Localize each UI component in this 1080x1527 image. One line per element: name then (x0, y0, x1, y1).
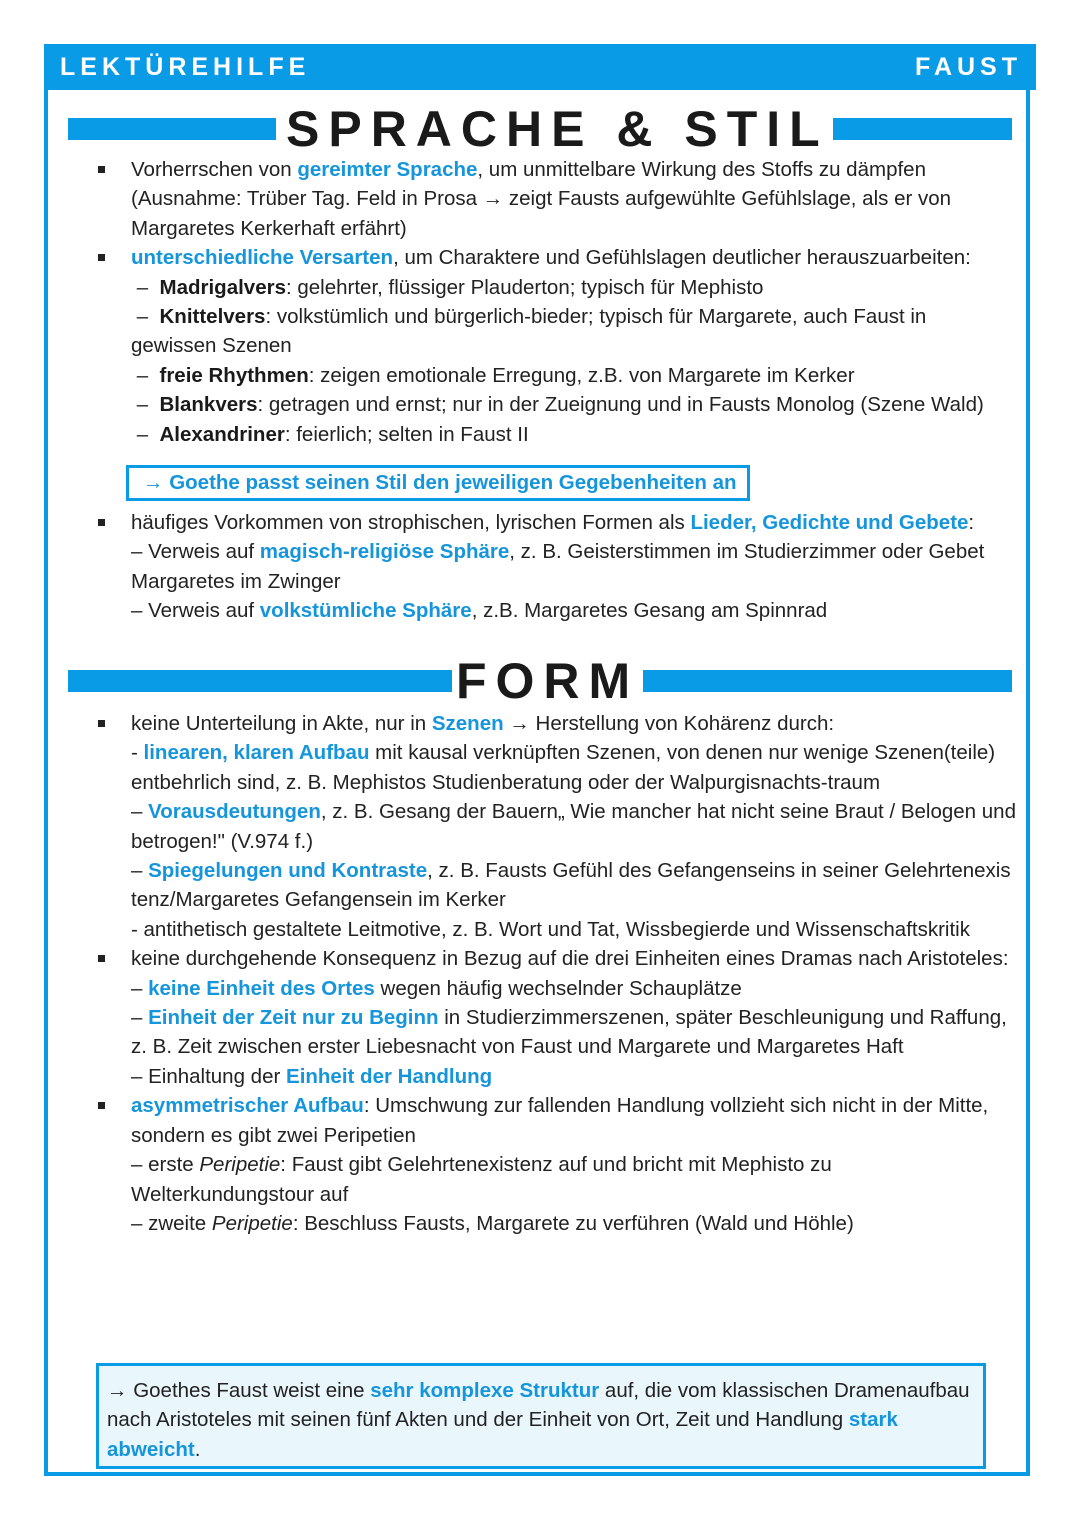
sub-item (92, 537, 1017, 596)
text: - (131, 741, 144, 765)
term: Madrigalvers (159, 275, 286, 299)
sub-item (92, 738, 1017, 797)
header-bar (44, 44, 1036, 90)
sub-item (92, 1062, 1017, 1091)
text: in Studierzimmerszenen, später Beschleunigung und Raffung, z. B. Zeit zwischen erster Liebesnacht von Faust und Margarete und Margaretes Haft (131, 1006, 1007, 1059)
italic-term: Peripetie (199, 1153, 281, 1177)
header-right-label: FAUST (915, 53, 1022, 81)
text: : Beschluss Fausts, Margarete zu verführen (Wald und Höhle) (292, 1211, 854, 1235)
highlight: Spiegelungen und Kontraste (148, 859, 428, 883)
section1-content-lyrik (92, 508, 1017, 626)
highlight: Einheit der Zeit nur zu Beginn (148, 1006, 439, 1030)
bullet-item (92, 944, 1017, 973)
text: , z.B. Margaretes Gesang am Spinnrad (471, 599, 828, 623)
highlight: Vorausdeutungen (148, 800, 321, 824)
section-heading-form (68, 652, 1012, 716)
text: – (131, 800, 149, 824)
bullet-item (92, 243, 1017, 272)
sub-item: – Alexandriner: feierlich; selten in Faust II (131, 422, 529, 446)
sub-item: – Blankvers: getragen und ernst; nur in der Zueignung und in Fausts Monolog (Szene Wald) (131, 393, 984, 417)
bullet-item (92, 1091, 1017, 1150)
section1-content (92, 155, 1017, 449)
sub-item (92, 797, 1017, 856)
heading-bar-left (68, 670, 453, 692)
sub-item (92, 596, 1017, 625)
heading-bar-left (68, 118, 276, 140)
highlight: linearen, klaren Aufbau (143, 741, 370, 765)
sub-item (92, 856, 1017, 915)
bullet-item (92, 508, 1017, 537)
text: – (131, 976, 149, 1000)
text: , z. B. Gesang der Bauern„ Wie mancher hat nicht seine Braut / Belogen und betrogen!" (V.974 f.) (131, 800, 1016, 853)
text: auf, die vom klassischen Dramenaufbau nach Aristoteles mit seinen fünf Akten und der Einheit von Ort, Zeit und Handlung (107, 1379, 970, 1432)
text: keine Unterteilung in Akte, nur in (131, 712, 432, 735)
term: Knittelvers (159, 305, 266, 329)
summary-box-form (96, 1363, 986, 1469)
text: : Umschwung zur fallenden Handlung vollzieht sich nicht in der Mitte, sondern es gibt zwei Peripetien (131, 1094, 989, 1147)
text: – erste (131, 1153, 200, 1177)
text: , um unmittelbare Wirkung des Stoffs zu dämpfen (Ausnahme: Trüber Tag. Feld in Prosa → zeigt Fausts aufgewühlte Gefühlslage, als er von Margaretes Kerkerhaft erfährt) (131, 158, 952, 240)
text: – (131, 1006, 149, 1030)
text: . (194, 1437, 201, 1461)
heading-bar-right (638, 670, 1012, 692)
text: : zeigen emotionale Erregung, z.B. von Margarete im Kerker (308, 363, 855, 387)
italic-term: Peripetie (211, 1211, 293, 1235)
section-title: SPRACHE & STIL (282, 100, 833, 158)
text: keine durchgehende Konsequenz in Bezug auf die drei Einheiten eines Dramas nach Aristoteles: (131, 947, 1009, 971)
highlight: asymmetrischer Aufbau (131, 1094, 364, 1118)
sub-item: – Madrigalvers: gelehrter, flüssiger Plauderton; typisch für Mephisto (131, 275, 764, 299)
text: : gelehrter, flüssiger Plauderton; typisch für Mephisto (285, 275, 764, 299)
section2-content (92, 709, 1017, 1238)
highlight: stark abweicht (107, 1408, 898, 1461)
highlight: gereimter Sprache (297, 158, 478, 181)
term: freie Rhythmen (159, 363, 309, 387)
highlight: Szenen (431, 712, 504, 735)
term: Alexandriner (159, 422, 285, 446)
heading-bar-right (804, 118, 1012, 140)
term: Blankvers (159, 393, 258, 417)
text: : feierlich; selten in Faust II (284, 422, 529, 446)
highlight: magisch-religiöse Sphäre (259, 540, 510, 564)
sub-item: - antithetisch gestaltete Leitmotive, z. B. Wort und Tat, Wissbegierde und Wissenschaftskritik (131, 917, 970, 941)
summary-box-stil: → Goethe passt seinen Stil den jeweiligen Gegebenheiten an (126, 465, 750, 501)
text: : getragen und ernst; nur in der Zueignung und in Fausts Monolog (Szene Wald) (257, 393, 984, 417)
highlight: Lieder, Gedichte und Gebete (690, 511, 969, 534)
highlight: sehr komplexe Struktur (370, 1379, 600, 1402)
sub-item (92, 1003, 1017, 1062)
sub-item (92, 1209, 1017, 1238)
text: , z. B. Fausts Gefühl des Gefangenseins in seiner Gelehrtenexis tenz/Margaretes Gefangensein im Kerker (131, 859, 1011, 912)
text: : volkstümlich und bürgerlich-bieder; typisch für Margarete, auch Faust in gewissen Szenen (131, 305, 927, 358)
text: mit kausal verknüpften Szenen, von denen nur wenige Szenen(teile) entbehrlich sind, z. B. Mephistos Studienberatung oder der Walpurgisnachts-traum (131, 741, 996, 794)
sub-item (92, 1150, 1017, 1209)
bullet-item (92, 709, 1017, 738)
text: Vorherrschen von (131, 158, 298, 181)
text: – Einhaltung der (131, 1064, 287, 1088)
highlight: unterschiedliche Versarten (131, 246, 394, 270)
highlight: Einheit der Handlung (286, 1064, 493, 1088)
bullet-item (92, 155, 1017, 243)
text: – (131, 859, 149, 883)
sub-item: – freie Rhythmen: zeigen emotionale Erregung, z.B. von Margarete im Kerker (131, 363, 855, 387)
highlight: keine Einheit des Ortes (148, 976, 375, 1000)
text: – Verweis auf (131, 540, 260, 564)
highlight: volkstümliche Sphäre (259, 599, 472, 623)
text: – zweite (131, 1211, 212, 1235)
header-left-label: LEKTÜREHILFE (60, 53, 311, 81)
text: → Herstellung von Kohärenz durch: (503, 712, 835, 735)
sub-item: – Knittelvers: volkstümlich und bürgerlich-bieder; typisch für Margarete, auch Faust in gewissen Szenen (131, 305, 927, 358)
text: , um Charaktere und Gefühlslagen deutlicher herauszuarbeiten: (393, 246, 971, 270)
text: → Goethes Faust weist eine (107, 1379, 371, 1402)
text: wegen häufig wechselnder Schauplätze (374, 976, 742, 1000)
section-title: FORM (452, 652, 643, 710)
text: , z. B. Geisterstimmen im Studierzimmer oder Gebet Margaretes im Zwinger (131, 540, 985, 593)
text: – Verweis auf (131, 599, 260, 623)
sub-item (92, 974, 1017, 1003)
text: häufiges Vorkommen von strophischen, lyrischen Formen als (131, 511, 691, 534)
text: : Faust gibt Gelehrtenexistenz auf und bricht mit Mephisto zu Welterkundungstour auf (131, 1153, 832, 1206)
text: : (968, 511, 975, 534)
